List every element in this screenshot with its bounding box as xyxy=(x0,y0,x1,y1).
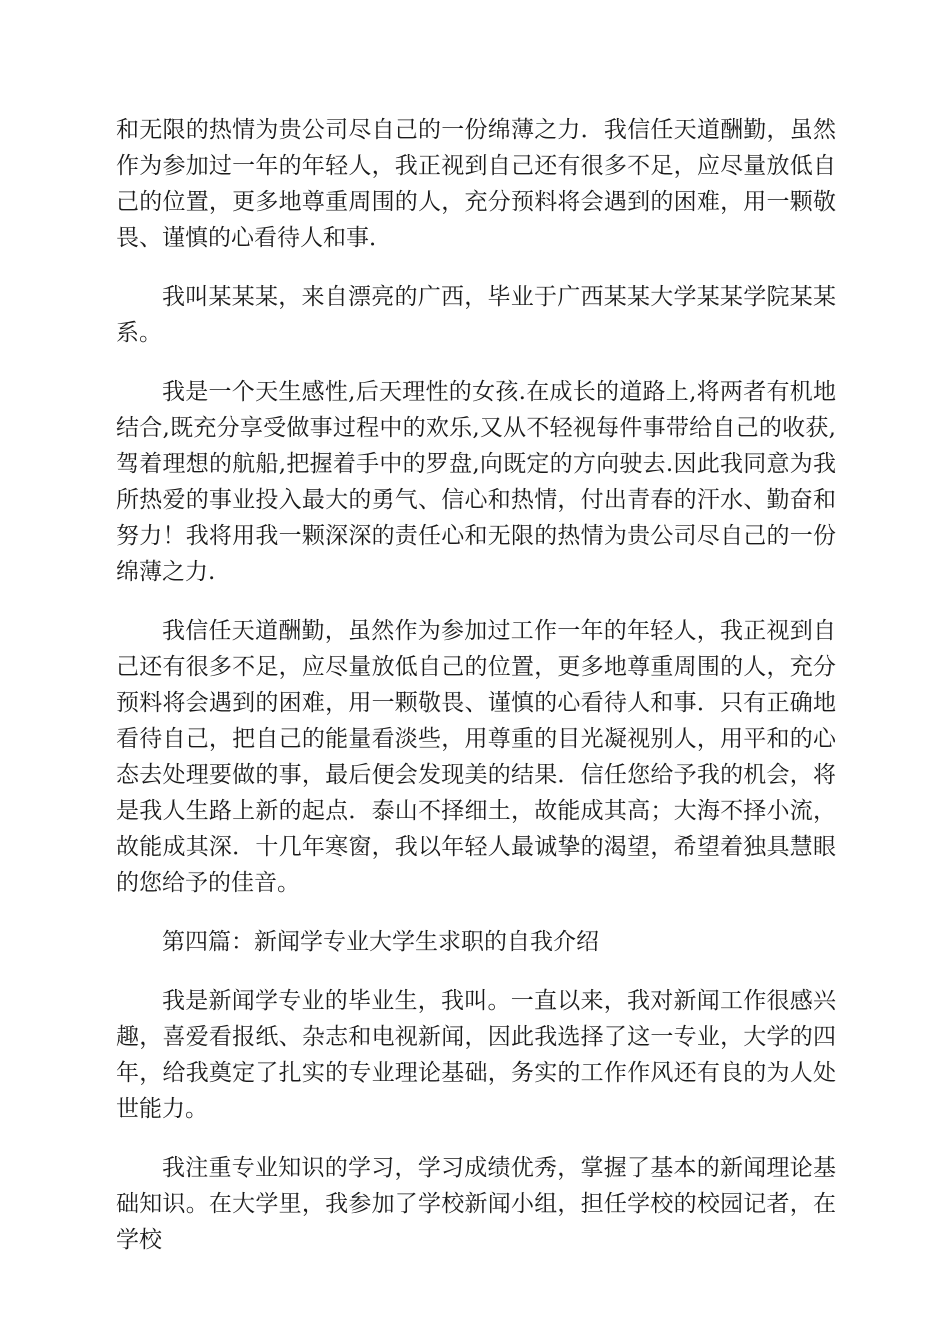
paragraph-personality: 我是一个天生感性,后天理性的女孩.在成长的道路上,将两者有机地结合,既充分享受做事过程中的欢乐,又从不轻视每件事带给自己的收获,驾着理想的航船,把握着手中的罗盘,向既定的方向驶去.因此我同意为我所热爱的事业投入最大的勇气、信心和热情，付出青春的汗水、勤奋和努力！我将用我一颗深深的责任心和无限的热情为贵公司尽自己的一份绵薄之力. xyxy=(116,379,836,585)
paragraph-diligence: 我信任天道酬勤，虽然作为参加过工作一年的年轻人，我正视到自己还有很多不足，应尽量放低自己的位置，更多地尊重周围的人，充分预料将会遇到的困难，用一颗敬畏、谨慎的心看待人和事．只有正确地看待自己，把自己的能量看淡些，用尊重的目光凝视别人，用平和的心态去处理要做的事，最后便会发现美的结果．信任您给予我的机会，将是我人生路上新的起点．泰山不择细土，故能成其高；大海不择小流，故能成其深．十几年寒窗，我以年轻人最诚挚的渴望，希望着独具慧眼的您给予的佳音。 xyxy=(116,618,836,896)
paragraph-journalism-major: 我是新闻学专业的毕业生，我叫。一直以来，我对新闻工作很感兴趣，喜爱看报纸、杂志和电视新闻，因此我选择了这一专业，大学的四年，给我奠定了扎实的专业理论基础，务实的工作作风还有良的为人处世能力。 xyxy=(116,988,836,1122)
section-heading: 第四篇：新闻学专业大学生求职的自我介绍 xyxy=(162,929,599,955)
document-body xyxy=(116,112,836,1281)
paragraph-continuation: 和无限的热情为贵公司尽自己的一份绵薄之力．我信任天道酬勤，虽然作为参加过一年的年轻人，我正视到自己还有很多不足，应尽量放低自己的位置，更多地尊重周围的人，充分预料将会遇到的困难，用一颗敬畏、谨慎的心看待人和事． xyxy=(116,117,836,251)
paragraph-studies: 我注重专业知识的学习，学习成绩优秀，掌握了基本的新闻理论基础知识。在大学里，我参加了学校新闻小组，担任学校的校园记者，在学校 xyxy=(116,1155,836,1253)
paragraph-self-introduction: 我叫某某某，来自漂亮的广西，毕业于广西某某大学某某学院某某系。 xyxy=(116,284,836,346)
